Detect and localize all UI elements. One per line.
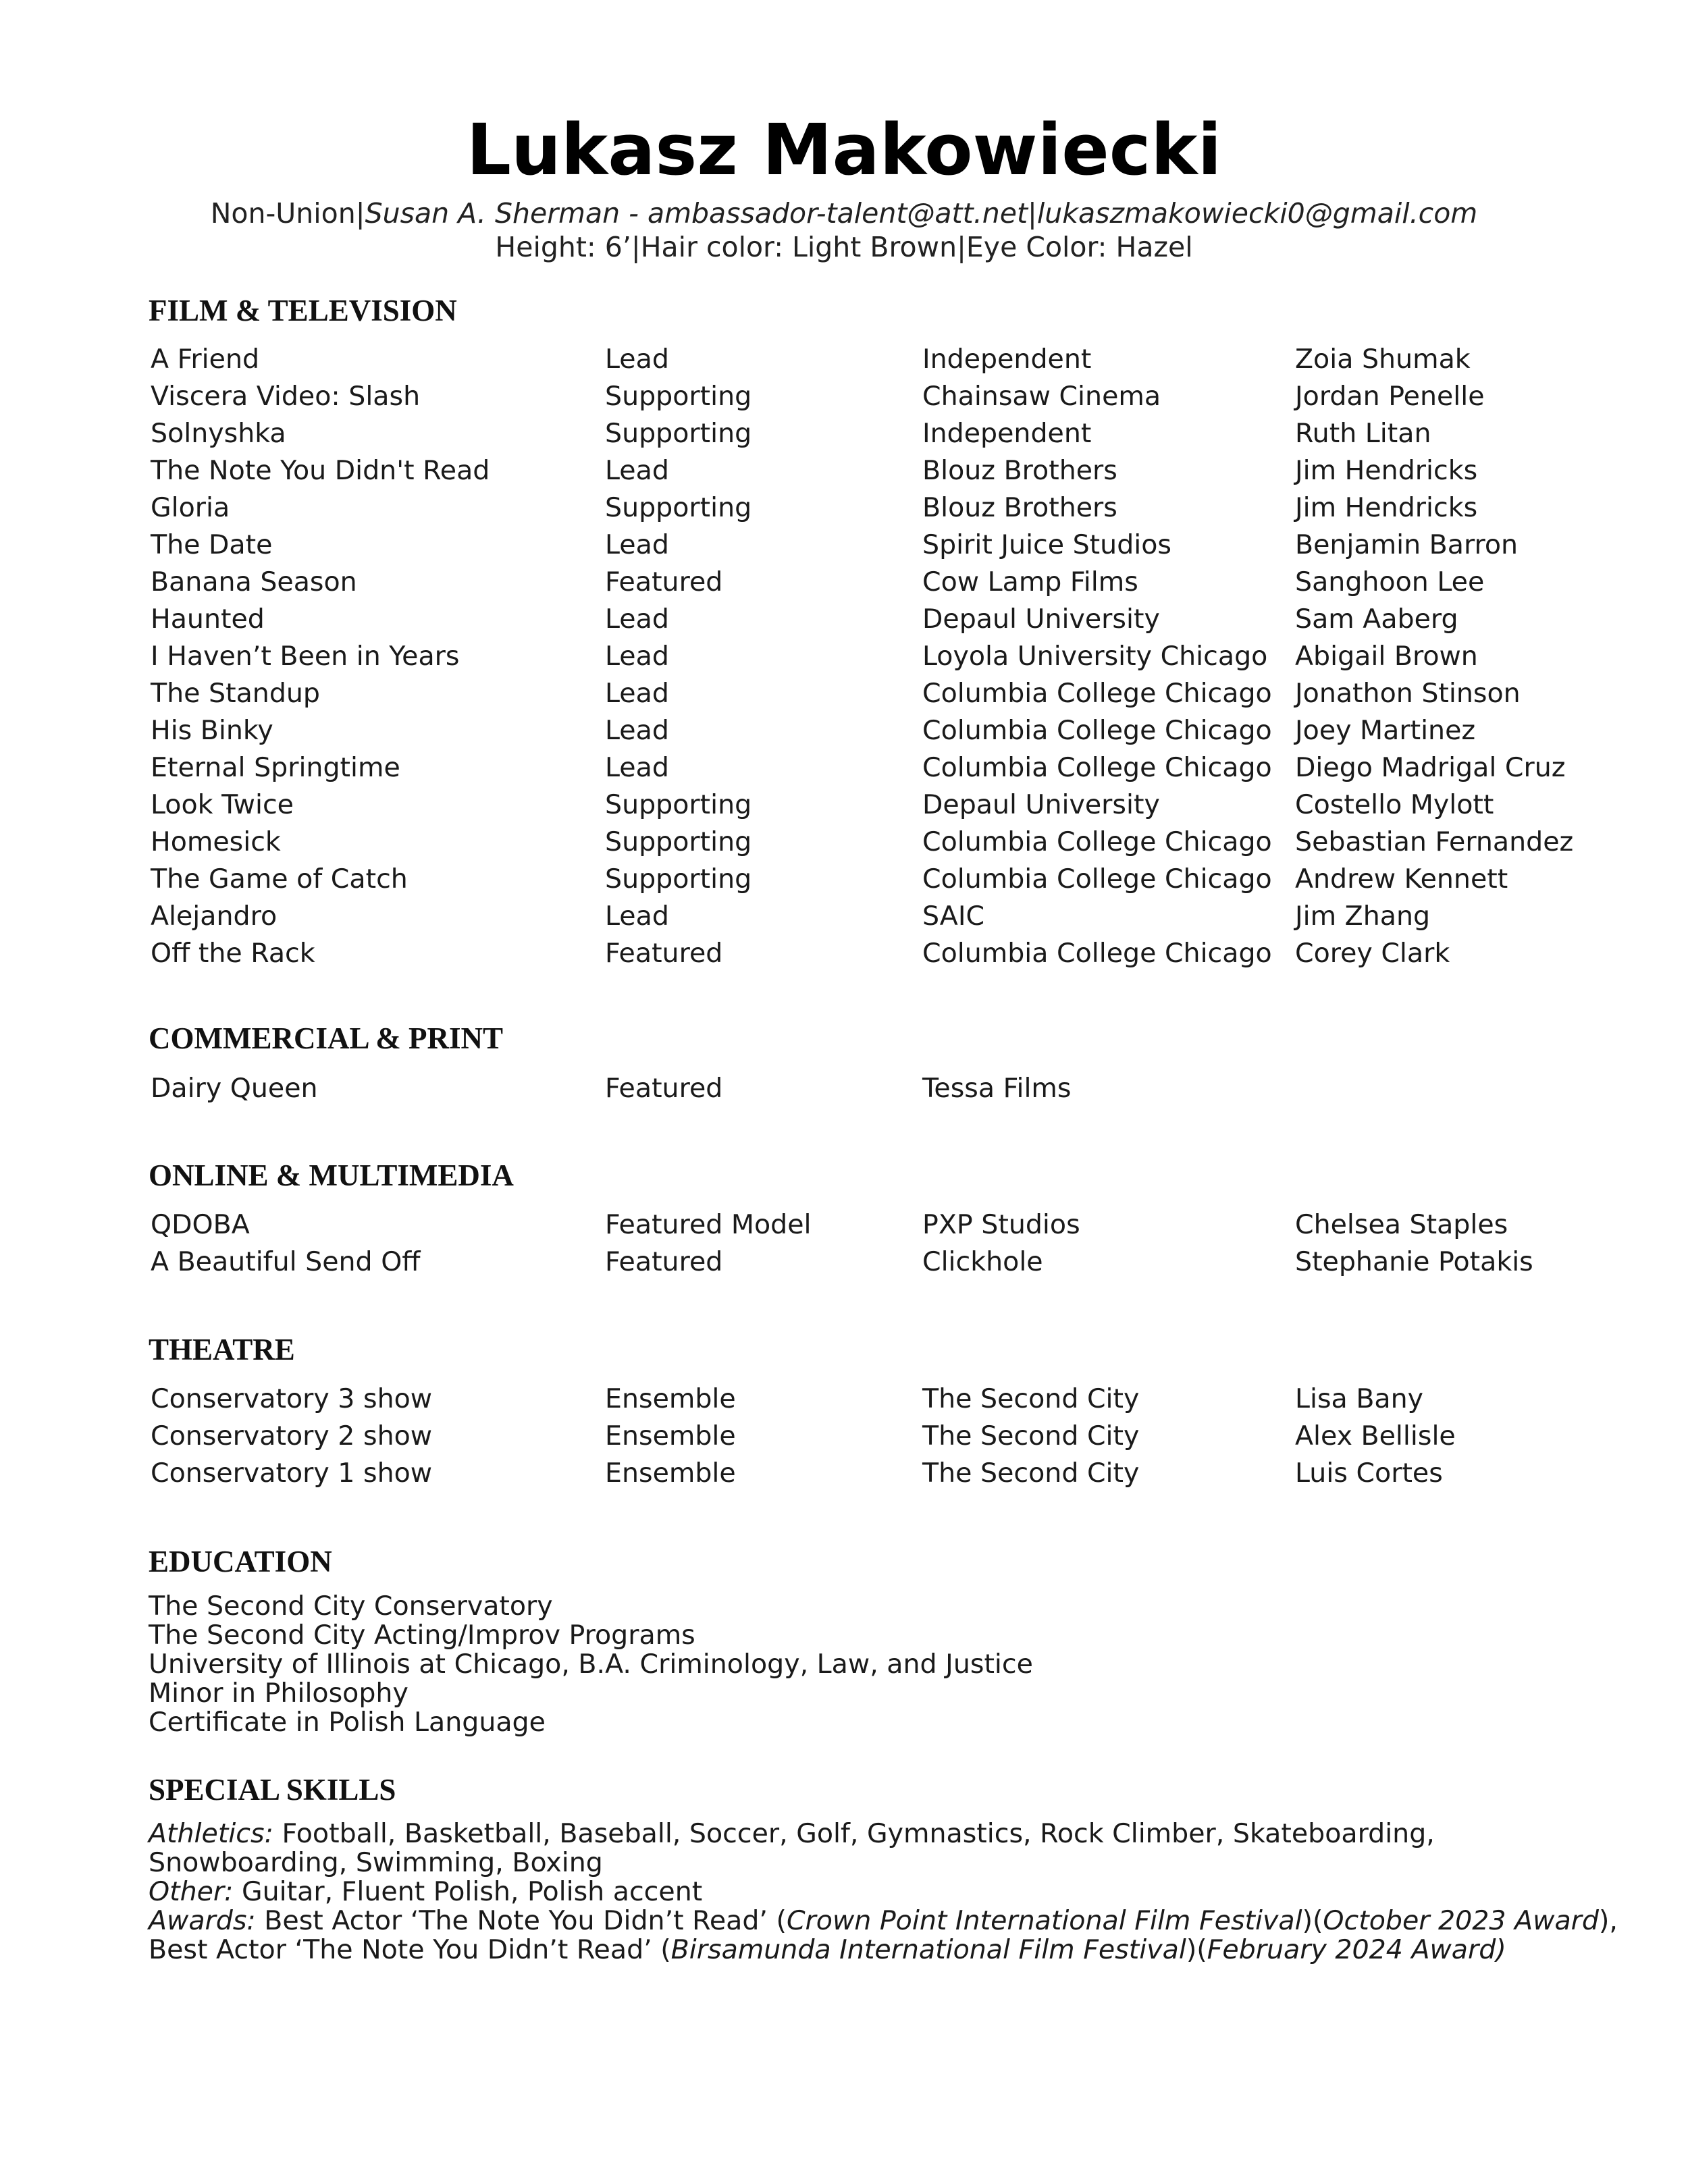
credit-company: Blouz Brothers [922, 455, 1117, 486]
credit-director: Costello Mylott [1295, 789, 1494, 820]
agent-contact[interactable]: Susan A. Sherman - ambassador-talent@att.net [365, 197, 1028, 230]
credit-director: Jordan Penelle [1295, 381, 1485, 412]
education-item: University of Illinois at Chicago, B.A. Criminology, Law, and Justice [149, 1649, 1033, 1680]
credit-director: Jim Hendricks [1295, 492, 1478, 523]
credit-title: I Haven’t Been in Years [151, 641, 460, 672]
awards-line [149, 1905, 1618, 1936]
credit-director: Joey Martinez [1295, 715, 1476, 746]
special-skills-heading: SPECIAL SKILLS [149, 1773, 396, 1807]
credit-title: Conservatory 2 show [151, 1420, 433, 1451]
credit-director: Jonathon Stinson [1295, 678, 1521, 709]
commercial-print-heading: COMMERCIAL & PRINT [149, 1021, 503, 1055]
credit-row [0, 489, 1688, 527]
award-text: )( [1302, 1905, 1323, 1936]
credit-row [0, 1381, 1688, 1418]
credit-director: Stephanie Potakis [1295, 1246, 1533, 1277]
credit-title: Dairy Queen [151, 1073, 318, 1104]
credit-role: Supporting [605, 789, 752, 820]
credit-row [0, 824, 1688, 861]
credit-director: Zoia Shumak [1295, 344, 1471, 375]
separator: | [355, 197, 365, 230]
awards-label: Awards: [149, 1905, 256, 1936]
credit-director: Jim Zhang [1295, 901, 1431, 932]
credit-role: Ensemble [605, 1458, 736, 1489]
credit-row [0, 898, 1688, 935]
other-label: Other: [149, 1876, 234, 1907]
other-text: Guitar, Fluent Polish, Polish accent [233, 1876, 703, 1907]
credit-role: Lead [605, 752, 669, 783]
credit-row [0, 601, 1688, 638]
credit-title: Homesick [151, 826, 281, 857]
credit-row [0, 861, 1688, 898]
credit-role: Featured [605, 1073, 723, 1104]
award-text: ), [1598, 1905, 1618, 1936]
credit-title: Eternal Springtime [151, 752, 400, 783]
credit-title: Banana Season [151, 566, 357, 597]
credit-role: Featured [605, 1246, 723, 1277]
credit-title: A Friend [151, 344, 260, 375]
credit-role: Supporting [605, 418, 752, 449]
eye-color: Eye Color: Hazel [966, 231, 1193, 263]
credit-title: Conservatory 1 show [151, 1458, 433, 1489]
contact-line [0, 196, 1688, 231]
athletics-text: Football, Basketball, Baseball, Soccer, Golf, Gymnastics, Rock Climber, Skateboarding, [273, 1818, 1435, 1849]
credit-title: A Beautiful Send Off [151, 1246, 421, 1277]
credit-company: Loyola University Chicago [922, 641, 1268, 672]
credit-role: Featured [605, 566, 723, 597]
credit-title: Haunted [151, 604, 265, 635]
credit-company: The Second City [922, 1420, 1140, 1451]
credit-title: Look Twice [151, 789, 294, 820]
credit-title: QDOBA [151, 1209, 250, 1240]
credit-company: Depaul University [922, 604, 1160, 635]
credit-title: Solnyshka [151, 418, 286, 449]
credit-company: Columbia College Chicago [922, 863, 1272, 895]
credit-row [0, 749, 1688, 787]
credit-title: The Standup [151, 678, 321, 709]
film-tv-heading: FILM & TELEVISION [149, 294, 457, 327]
credit-title: His Binky [151, 715, 273, 746]
credit-director: Sam Aaberg [1295, 604, 1458, 635]
credit-company: Depaul University [922, 789, 1160, 820]
award-date: February 2024 Award) [1207, 1934, 1506, 1965]
separator: | [631, 231, 641, 263]
separator: | [1028, 197, 1037, 230]
physical-stats [0, 230, 1688, 265]
award-text: )( [1186, 1934, 1207, 1965]
award-date: October 2023 Award [1323, 1905, 1599, 1936]
awards-line-continued [149, 1936, 1566, 1965]
credit-company: Columbia College Chicago [922, 752, 1272, 783]
credit-role: Lead [605, 344, 669, 375]
height: Height: 6’ [495, 231, 631, 263]
award-festival: Crown Point International Film Festival [786, 1905, 1302, 1936]
credit-row [0, 564, 1688, 601]
credit-company: Columbia College Chicago [922, 678, 1272, 709]
credit-director: Luis Cortes [1295, 1458, 1443, 1489]
athletics-label: Athletics: [149, 1818, 273, 1849]
education-item: The Second City Conservatory [149, 1591, 553, 1622]
credit-company: Independent [922, 344, 1092, 375]
credit-title: Alejandro [151, 901, 278, 932]
credit-role: Ensemble [605, 1420, 736, 1451]
credit-title: Conservatory 3 show [151, 1383, 433, 1414]
credit-title: The Note You Didn't Read [151, 455, 490, 486]
credit-role: Lead [605, 529, 669, 560]
credit-company: Columbia College Chicago [922, 826, 1272, 857]
education-item: Minor in Philosophy [149, 1678, 408, 1709]
credit-role: Featured [605, 938, 723, 969]
education-heading: EDUCATION [149, 1545, 332, 1578]
award-text: Best Actor ‘The Note You Didn’t Read’ ( [149, 1934, 671, 1965]
credit-company: Chainsaw Cinema [922, 381, 1161, 412]
other-line [149, 1877, 1566, 1907]
credit-title: Gloria [151, 492, 230, 523]
credit-row [0, 1455, 1688, 1492]
credit-row [0, 415, 1688, 452]
credit-director: Andrew Kennett [1295, 863, 1508, 895]
education-item: Certificate in Polish Language [149, 1707, 546, 1738]
credit-company: The Second City [922, 1458, 1140, 1489]
credit-director: Jim Hendricks [1295, 455, 1478, 486]
credit-role: Supporting [605, 826, 752, 857]
credit-role: Supporting [605, 381, 752, 412]
credit-company: Columbia College Chicago [922, 938, 1272, 969]
credit-role: Lead [605, 901, 669, 932]
credit-company: SAIC [922, 901, 985, 932]
credit-row [0, 378, 1688, 415]
hair-color: Hair color: Light Brown [640, 231, 957, 263]
credit-row [0, 787, 1688, 824]
credit-company: Columbia College Chicago [922, 715, 1272, 746]
athletics-line-continued: Snowboarding, Swimming, Boxing [149, 1847, 603, 1878]
separator: | [957, 231, 966, 263]
credit-company: The Second City [922, 1383, 1140, 1414]
credit-title: The Date [151, 529, 273, 560]
credit-company: Clickhole [922, 1246, 1043, 1277]
credit-row [0, 1418, 1688, 1455]
credit-role: Ensemble [605, 1383, 736, 1414]
award-text: Best Actor ‘The Note You Didn’t Read’ ( [255, 1905, 787, 1936]
credit-title: Viscera Video: Slash [151, 381, 421, 412]
credit-director: Lisa Bany [1295, 1383, 1424, 1414]
union-status: Non-Union [210, 197, 356, 230]
credit-role: Supporting [605, 863, 752, 895]
credit-director: Diego Madrigal Cruz [1295, 752, 1566, 783]
credit-role: Lead [605, 604, 669, 635]
credit-role: Lead [605, 678, 669, 709]
online-multimedia-heading: ONLINE & MULTIMEDIA [149, 1158, 514, 1192]
credit-role: Featured Model [605, 1209, 812, 1240]
credit-row [0, 675, 1688, 712]
credit-director: Abigail Brown [1295, 641, 1478, 672]
credit-company: PXP Studios [922, 1209, 1080, 1240]
education-item: The Second City Acting/Improv Programs [149, 1620, 695, 1651]
credit-director: Alex Bellisle [1295, 1420, 1456, 1451]
credit-company: Spirit Juice Studios [922, 529, 1172, 560]
credit-row [0, 638, 1688, 675]
credit-role: Supporting [605, 492, 752, 523]
credit-row [0, 527, 1688, 564]
credit-director: Benjamin Barron [1295, 529, 1519, 560]
credit-director: Corey Clark [1295, 938, 1450, 969]
athletics-line [149, 1819, 1566, 1848]
credit-row [0, 712, 1688, 749]
credit-row [0, 452, 1688, 489]
award-festival: Birsamunda International Film Festival [670, 1934, 1186, 1965]
email-link[interactable]: lukaszmakowiecki0@gmail.com [1036, 197, 1478, 230]
credit-title: Off the Rack [151, 938, 315, 969]
credit-company: Cow Lamp Films [922, 566, 1138, 597]
credit-director: Sebastian Fernandez [1295, 826, 1574, 857]
credit-row [0, 1070, 1688, 1107]
credit-director: Ruth Litan [1295, 418, 1431, 449]
theatre-heading: THEATRE [149, 1333, 295, 1366]
actor-name: Lukasz Makowiecki [466, 109, 1222, 191]
credit-director: Chelsea Staples [1295, 1209, 1508, 1240]
credit-company: Independent [922, 418, 1092, 449]
credit-role: Lead [605, 715, 669, 746]
credit-role: Lead [605, 455, 669, 486]
credit-director: Sanghoon Lee [1295, 566, 1485, 597]
credit-row [0, 1244, 1688, 1281]
credit-company: Tessa Films [922, 1073, 1072, 1104]
special-skills-list [149, 1818, 1618, 1965]
education-list [149, 1592, 1566, 1737]
credit-row [0, 935, 1688, 972]
credit-row [0, 1206, 1688, 1244]
credit-role: Lead [605, 641, 669, 672]
credit-company: Blouz Brothers [922, 492, 1117, 523]
credit-title: The Game of Catch [151, 863, 408, 895]
credit-row [0, 341, 1688, 378]
